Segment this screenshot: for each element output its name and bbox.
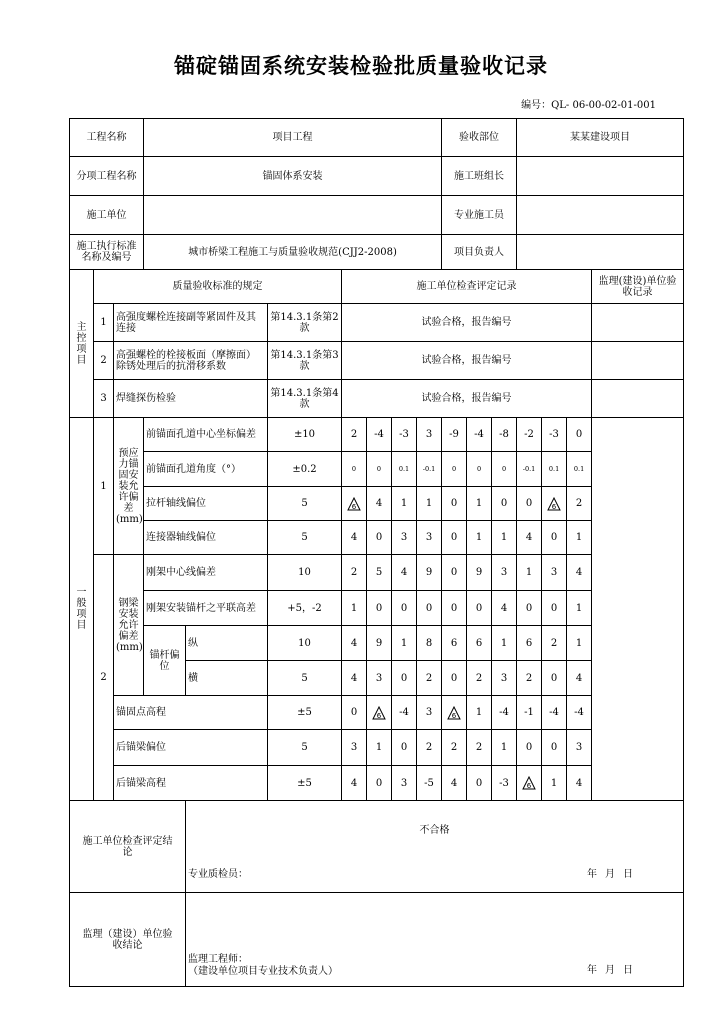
general-supervisor-record xyxy=(592,418,684,801)
svg-text:6: 6 xyxy=(526,782,532,790)
construction-unit-label: 施工单位 xyxy=(70,196,144,235)
measured-value: 6 xyxy=(467,626,492,661)
measured-value: 4 xyxy=(342,766,367,801)
measured-value: 2 xyxy=(417,730,442,766)
supervision-label: 监理（建设）单位验收结论 xyxy=(70,893,186,987)
main-item-clause: 第14.3.1条第2款 xyxy=(268,304,342,342)
check-item-name: 前锚面孔道角度（°） xyxy=(144,452,268,487)
measured-value: -3 xyxy=(542,418,567,452)
measured-value: 3 xyxy=(542,555,567,591)
measured-value: 4 xyxy=(517,521,542,555)
tolerance-value: 5 xyxy=(268,730,342,766)
main-item-supervisor xyxy=(592,342,684,380)
measured-value: 0 xyxy=(467,766,492,801)
general-group-no: 1 xyxy=(94,418,114,555)
sub-project-value: 锚固体系安装 xyxy=(144,157,442,196)
measured-value: 2 xyxy=(342,418,367,452)
team-leader-value xyxy=(517,157,684,196)
main-item-name: 焊缝探伤检验 xyxy=(114,380,268,418)
measured-value: 0 xyxy=(342,452,367,487)
supervision-date: 年月日 xyxy=(587,965,642,976)
measured-value: 4 xyxy=(342,661,367,696)
measured-value: -9 xyxy=(442,418,467,452)
measured-value: 3 xyxy=(492,555,517,591)
exceed-warning-mark xyxy=(342,487,367,521)
exceed-warning-mark xyxy=(442,696,467,730)
check-item-name: 连接器轴线偏位 xyxy=(144,521,268,555)
measured-value: 6 xyxy=(442,626,467,661)
anchor-offset-label: 锚杆偏位 xyxy=(144,626,186,696)
main-item-no: 1 xyxy=(94,304,114,342)
measured-value: 2 xyxy=(467,730,492,766)
measured-value: -3 xyxy=(492,766,517,801)
measured-value: 1 xyxy=(567,591,592,626)
measured-value: 0 xyxy=(342,696,367,730)
sub-project-label: 分项工程名称 xyxy=(70,157,144,196)
measured-value: 8 xyxy=(417,626,442,661)
warning-triangle-icon xyxy=(372,706,386,720)
document-number: 编号：QL- 06-00-02-01-001 xyxy=(521,100,656,111)
measured-value: 3 xyxy=(417,418,442,452)
measured-value: 0 xyxy=(367,591,392,626)
measured-value: 0 xyxy=(367,521,392,555)
supervision-signature xyxy=(188,954,338,978)
measured-value: 1 xyxy=(367,730,392,766)
conclusion-label: 施工单位检查评定结论 xyxy=(70,801,186,893)
measured-value: 0 xyxy=(442,521,467,555)
measured-value: 0 xyxy=(542,521,567,555)
main-item-supervisor xyxy=(592,380,684,418)
measured-value: -4 xyxy=(542,696,567,730)
tolerance-value: ±10 xyxy=(268,418,342,452)
measured-value: 9 xyxy=(367,626,392,661)
measured-value: 4 xyxy=(567,555,592,591)
measured-value: 0 xyxy=(392,661,417,696)
measured-value: 3 xyxy=(392,521,417,555)
measured-value: 0 xyxy=(417,591,442,626)
supervision-engineer: 监理工程师： xyxy=(188,954,248,965)
general-items-label: 一般项目 xyxy=(70,418,94,801)
conclusion-result: 不合格 xyxy=(419,825,450,836)
check-item-name: 锚固点高程 xyxy=(114,696,268,730)
measured-value: -4 xyxy=(367,418,392,452)
measured-value: 1 xyxy=(467,696,492,730)
measured-value: 0 xyxy=(442,487,467,521)
measured-value: 2 xyxy=(442,730,467,766)
tolerance-value: +5，-2 xyxy=(268,591,342,626)
inspector-signature: 专业质检员： xyxy=(188,869,248,880)
exceed-warning-mark xyxy=(517,766,542,801)
measured-value: 1 xyxy=(492,626,517,661)
measured-value: 1 xyxy=(467,521,492,555)
check-item-name: 横 xyxy=(186,661,268,696)
measured-value: 0 xyxy=(442,661,467,696)
measured-value: -5 xyxy=(417,766,442,801)
main-item-clause: 第14.3.1条第3款 xyxy=(268,342,342,380)
measured-value: 2 xyxy=(467,661,492,696)
measured-value: 0.1 xyxy=(567,452,592,487)
exceed-warning-mark xyxy=(542,487,567,521)
measured-value: -0.1 xyxy=(417,452,442,487)
measured-value: 2 xyxy=(417,661,442,696)
measured-value: 0 xyxy=(542,730,567,766)
svg-text:6: 6 xyxy=(551,502,557,511)
measured-value: -4 xyxy=(492,696,517,730)
measured-value: 3 xyxy=(492,661,517,696)
measured-value: 1 xyxy=(392,626,417,661)
standard-value: 城市桥梁工程施工与质量验收规范(CJJ2-2008) xyxy=(144,235,442,270)
measured-value: 0 xyxy=(467,452,492,487)
measured-value: 0 xyxy=(517,730,542,766)
measured-value: -4 xyxy=(392,696,417,730)
main-item-name: 高强螺栓的栓接板面（摩擦面）除锈处理后的抗滑移系数 xyxy=(114,342,268,380)
measured-value: -2 xyxy=(517,418,542,452)
main-item-clause: 第14.3.1条第4款 xyxy=(268,380,342,418)
standard-label: 施工执行标准名称及编号 xyxy=(70,235,144,270)
acceptance-part-value: 某某建设项目 xyxy=(517,119,684,157)
check-item-name: 后锚梁高程 xyxy=(114,766,268,801)
measured-value: 0 xyxy=(492,487,517,521)
main-item-record: 试验合格，报告编号 xyxy=(342,380,592,418)
measured-value: 2 xyxy=(567,487,592,521)
measured-value: 0.1 xyxy=(542,452,567,487)
tolerance-value: 5 xyxy=(268,661,342,696)
measured-value: 6 xyxy=(517,626,542,661)
measured-value: 4 xyxy=(442,766,467,801)
measured-value: 2 xyxy=(342,555,367,591)
acceptance-part-label: 验收部位 xyxy=(442,119,517,157)
measured-value: 0 xyxy=(542,591,567,626)
tolerance-value: 10 xyxy=(268,626,342,661)
measured-value: 3 xyxy=(342,730,367,766)
svg-text:6: 6 xyxy=(351,502,357,511)
measured-value: 1 xyxy=(517,555,542,591)
measured-value: 1 xyxy=(492,730,517,766)
measured-value: 1 xyxy=(492,521,517,555)
measured-value: 5 xyxy=(367,555,392,591)
svg-text:6: 6 xyxy=(451,711,457,720)
conclusion-cell xyxy=(186,801,684,893)
tolerance-value: ±5 xyxy=(268,696,342,730)
measured-value: -1 xyxy=(517,696,542,730)
main-item-name: 高强度螺栓连接副等紧固件及其连接 xyxy=(114,304,268,342)
measured-value: 4 xyxy=(492,591,517,626)
measured-value: 0 xyxy=(567,418,592,452)
main-control-label: 主控项目 xyxy=(70,270,94,418)
supervision-cell xyxy=(186,893,684,987)
measured-value: 3 xyxy=(567,730,592,766)
measured-value: 4 xyxy=(342,521,367,555)
measured-value: 1 xyxy=(392,487,417,521)
main-item-no: 2 xyxy=(94,342,114,380)
measured-value: 3 xyxy=(417,521,442,555)
page-title: 锚碇锚固系统安装检验批质量验收记录 xyxy=(174,54,548,78)
project-name-value: 项目工程 xyxy=(144,119,442,157)
construction-unit-value xyxy=(144,196,442,235)
measured-value: 0 xyxy=(392,591,417,626)
measured-value: 4 xyxy=(392,555,417,591)
main-item-supervisor xyxy=(592,304,684,342)
measured-value: -4 xyxy=(567,696,592,730)
measured-value: 1 xyxy=(567,521,592,555)
general-group-label: 钢梁安装允许偏差(mm) xyxy=(114,555,144,696)
check-item-name: 刚架中心线偏差 xyxy=(144,555,268,591)
team-leader-label: 施工班组长 xyxy=(442,157,517,196)
project-name-label: 工程名称 xyxy=(70,119,144,157)
measured-value: 0 xyxy=(367,452,392,487)
measured-value: -8 xyxy=(492,418,517,452)
warning-triangle-icon xyxy=(547,497,561,511)
measured-value: 1 xyxy=(417,487,442,521)
main-item-no: 3 xyxy=(94,380,114,418)
measured-value: 0 xyxy=(442,452,467,487)
specialist-value xyxy=(517,196,684,235)
tolerance-value: ±0.2 xyxy=(268,452,342,487)
measured-value: 3 xyxy=(367,661,392,696)
general-group-no: 2 xyxy=(94,555,114,801)
measured-value: 4 xyxy=(567,766,592,801)
measured-value: 0.1 xyxy=(392,452,417,487)
measured-value: 3 xyxy=(417,696,442,730)
specialist-label: 专业施工员 xyxy=(442,196,517,235)
measured-value: -0.1 xyxy=(517,452,542,487)
conclusion-date: 年月日 xyxy=(587,869,642,880)
tolerance-value: 5 xyxy=(268,487,342,521)
check-item-name: 刚架安装锚杆之平联高差 xyxy=(144,591,268,626)
measured-value: -3 xyxy=(392,418,417,452)
check-item-name: 前锚面孔道中心坐标偏差 xyxy=(144,418,268,452)
spec-column-header: 质量验收标准的规定 xyxy=(94,270,342,304)
inspection-form-table xyxy=(69,118,684,987)
measured-value: 0 xyxy=(517,591,542,626)
measured-value: 1 xyxy=(542,766,567,801)
measured-value: -4 xyxy=(467,418,492,452)
main-item-record: 试验合格，报告编号 xyxy=(342,342,592,380)
measured-value: 4 xyxy=(567,661,592,696)
check-item-name: 后锚梁偏位 xyxy=(114,730,268,766)
measured-value: 4 xyxy=(342,626,367,661)
measured-value: 1 xyxy=(342,591,367,626)
supervisor-column-header: 监理(建设)单位验收记录 xyxy=(592,270,684,304)
exceed-warning-mark xyxy=(367,696,392,730)
general-group-label: 预应力锚固安装允许偏差(mm) xyxy=(114,418,144,555)
measured-value: 0 xyxy=(367,766,392,801)
tolerance-value: 10 xyxy=(268,555,342,591)
warning-triangle-icon xyxy=(447,706,461,720)
warning-triangle-icon xyxy=(347,497,361,511)
measured-value: 1 xyxy=(567,626,592,661)
measured-value: 1 xyxy=(467,487,492,521)
warning-triangle-icon xyxy=(522,776,536,790)
tolerance-value: 5 xyxy=(268,521,342,555)
measured-value: 9 xyxy=(417,555,442,591)
svg-text:6: 6 xyxy=(376,711,382,720)
measured-value: 0 xyxy=(442,555,467,591)
measured-value: 2 xyxy=(517,661,542,696)
measured-value: 4 xyxy=(367,487,392,521)
measured-value: 0 xyxy=(492,452,517,487)
measured-value: 0 xyxy=(542,661,567,696)
measured-value: 0 xyxy=(467,591,492,626)
record-column-header: 施工单位检查评定记录 xyxy=(342,270,592,304)
measured-value: 3 xyxy=(392,766,417,801)
main-item-record: 试验合格，报告编号 xyxy=(342,304,592,342)
measured-value: 0 xyxy=(442,591,467,626)
check-item-name: 纵 xyxy=(186,626,268,661)
tolerance-value: ±5 xyxy=(268,766,342,801)
measured-value: 0 xyxy=(392,730,417,766)
project-manager-value xyxy=(517,235,684,270)
supervision-engineer-note: （建设单位项目专业技术负责人） xyxy=(188,966,338,977)
project-manager-label: 项目负责人 xyxy=(442,235,517,270)
measured-value: 0 xyxy=(517,487,542,521)
measured-value: 9 xyxy=(467,555,492,591)
check-item-name: 拉杆轴线偏位 xyxy=(144,487,268,521)
measured-value: 2 xyxy=(542,626,567,661)
